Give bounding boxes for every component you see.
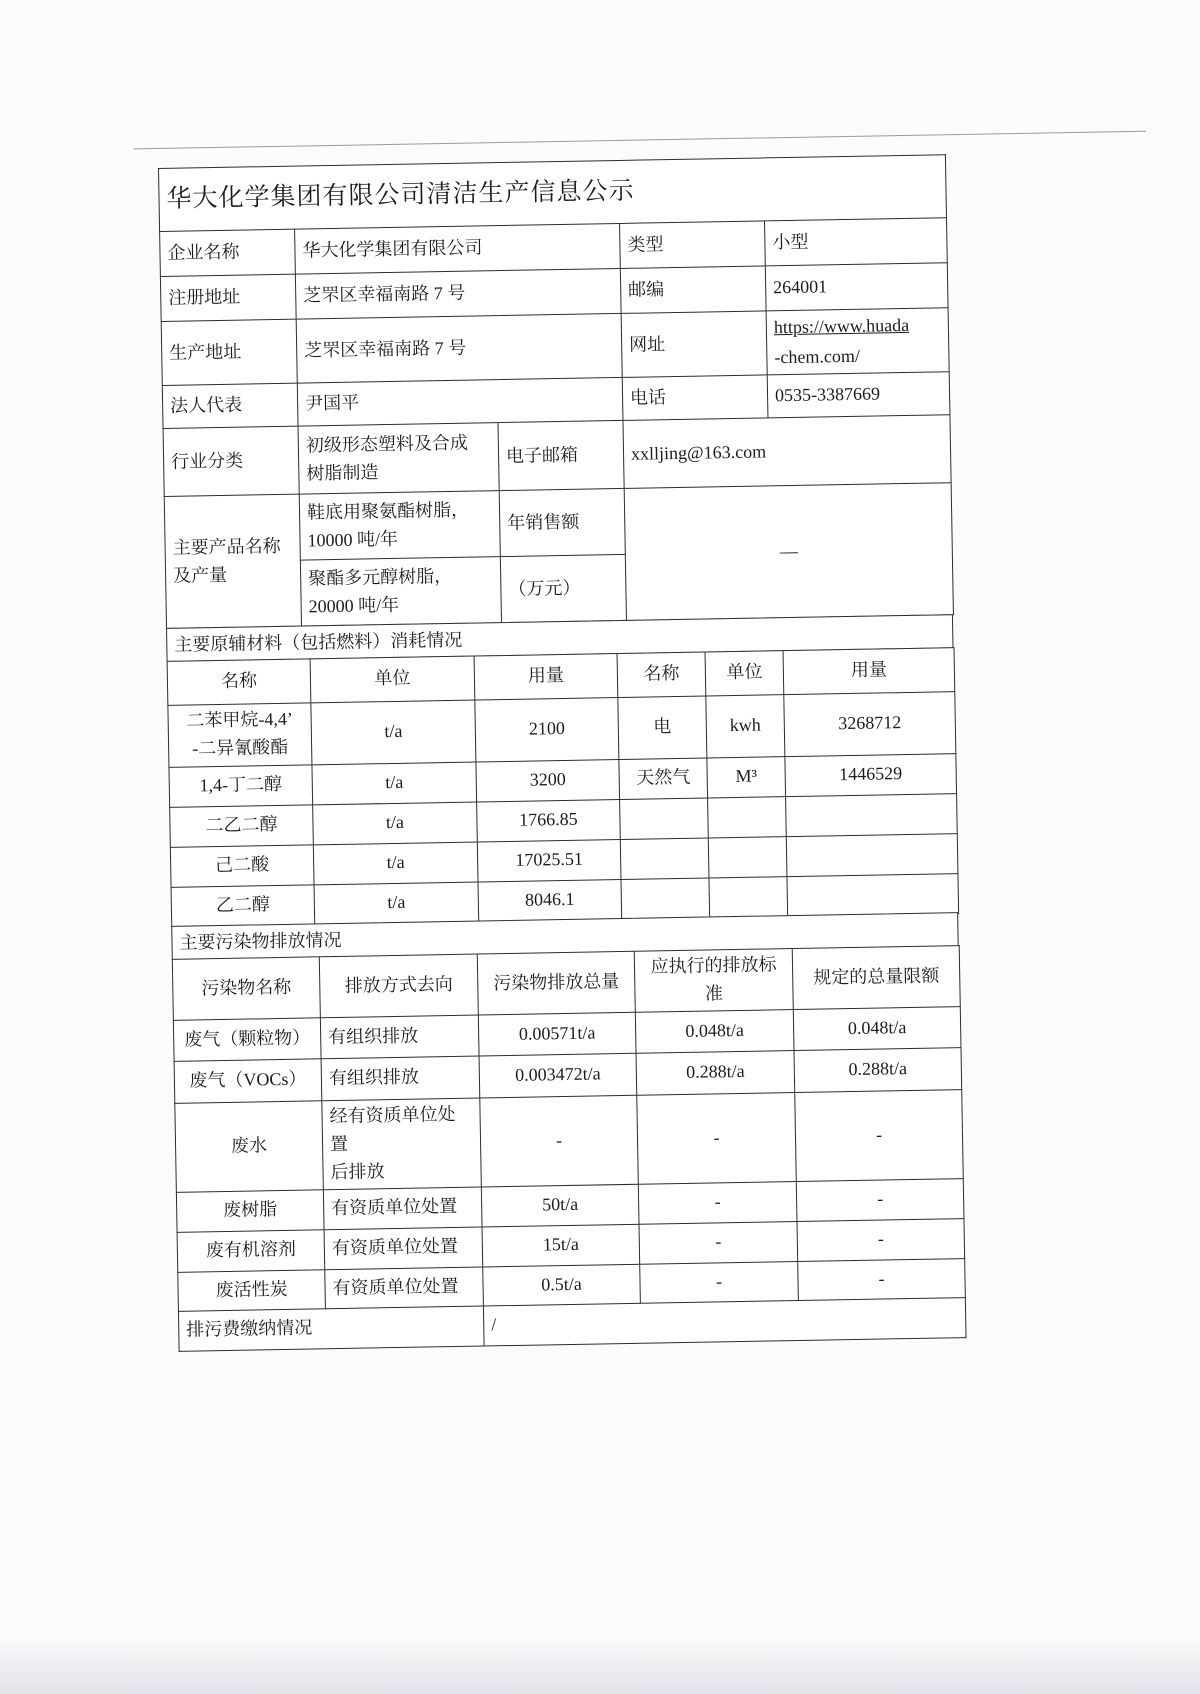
registered-address-value: 芝罘区幸福南路 7 号	[295, 268, 621, 319]
energy-unit: kwh	[706, 694, 785, 757]
pollutant-total: 50t/a	[481, 1184, 639, 1227]
production-address-value: 芝罘区幸福南路 7 号	[296, 313, 622, 383]
annual-sales-label-top: 年销售额	[499, 489, 625, 557]
pollutant-limit: -	[797, 1218, 965, 1261]
pollutant-limit: 0.288t/a	[794, 1048, 962, 1093]
material-name: 乙二醇	[171, 885, 315, 927]
pollution-header-method: 排放方式去向	[319, 954, 478, 1018]
legal-representative-label: 法人代表	[162, 383, 298, 428]
pollution-header-total: 污染物排放总量	[477, 951, 635, 1015]
material-name: 二苯甲烷-4,4’ -二异氰酸酯	[168, 703, 312, 767]
material-name: 二乙二醇	[170, 805, 314, 847]
pollutant-total: 15t/a	[482, 1224, 640, 1267]
pollutant-name: 废有机溶剂	[177, 1229, 325, 1272]
pollutant-limit: -	[796, 1178, 964, 1221]
pollutant-limit: -	[798, 1258, 966, 1300]
pollutant-name: 废水	[175, 1101, 324, 1192]
fee-payment-value: /	[483, 1297, 966, 1345]
pollutant-method: 有资质单位处置	[325, 1267, 484, 1309]
material-name: 1,4-丁二醇	[169, 765, 313, 807]
pollutant-standard: -	[639, 1221, 798, 1264]
material-amount: 1766.85	[477, 799, 621, 841]
pollutant-standard: -	[638, 1181, 797, 1224]
website-label: 网址	[621, 311, 767, 378]
company-info-table	[158, 154, 954, 629]
pollution-section-title: 主要污染物排放情况	[171, 912, 958, 960]
pollutant-method: 有资质单位处置	[323, 1187, 482, 1230]
pollutant-total: 0.003472t/a	[479, 1053, 637, 1098]
email-value: xxlljing@163.com	[623, 415, 951, 489]
production-address-label: 生产地址	[161, 319, 297, 386]
material-amount: 17025.51	[477, 839, 621, 881]
energy-name: 天然气	[619, 758, 708, 800]
pollutant-standard: 0.288t/a	[636, 1050, 795, 1095]
annual-sales-value: —	[624, 483, 953, 621]
postcode-label: 邮编	[620, 266, 766, 314]
type-label: 类型	[620, 221, 766, 269]
pollutant-method: 经有资质单位处置 后排放	[322, 1098, 482, 1189]
pollutant-standard: -	[637, 1092, 797, 1183]
pollutant-limit: -	[795, 1090, 964, 1182]
energy-name: 电	[618, 696, 707, 760]
materials-header-name-2: 名称	[617, 652, 706, 698]
product2-value: 聚酯多元醇树脂， 20000 吨/年	[300, 557, 501, 626]
pollution-header-limit: 规定的总量限额	[792, 946, 960, 1010]
registered-address-label: 注册地址	[160, 274, 296, 321]
materials-header-amount-2: 用量	[783, 647, 955, 694]
pollutant-total: 0.00571t/a	[478, 1012, 636, 1056]
scan-bottom-shadow	[0, 1636, 1200, 1694]
empty-cell	[786, 833, 958, 876]
type-value: 小型	[765, 218, 948, 266]
website-url-line1: https://www.huada	[773, 314, 910, 338]
material-unit: t/a	[313, 802, 478, 845]
phone-label: 电话	[622, 375, 768, 421]
empty-cell	[708, 796, 787, 837]
email-label: 电子邮箱	[498, 421, 624, 491]
materials-section-title: 主要原辅材料（包括燃料）消耗情况	[166, 614, 953, 662]
pollution-header-standard: 应执行的排放标准	[634, 949, 793, 1013]
pollutant-name: 废气（VOCs）	[174, 1059, 322, 1104]
pollutant-method: 有资质单位处置	[324, 1227, 483, 1270]
industry-classification-label: 行业分类	[163, 426, 299, 496]
materials-table	[167, 647, 960, 928]
products-label: 主要产品名称 及产量	[164, 494, 301, 628]
website-url-line2: -chem.com/	[774, 345, 861, 367]
material-unit: t/a	[311, 700, 476, 765]
empty-cell	[621, 878, 710, 920]
pollutant-name: 废气（颗粒物）	[173, 1018, 321, 1062]
energy-amount: 3268712	[784, 691, 956, 756]
material-amount: 3200	[476, 759, 620, 801]
empty-cell	[787, 873, 959, 916]
pollutant-name: 废树脂	[176, 1189, 324, 1232]
fee-payment-label: 排污费缴纳情况	[178, 1306, 484, 1351]
material-amount: 8046.1	[478, 879, 622, 921]
pollutant-method: 有组织排放	[321, 1056, 480, 1101]
scanned-document	[158, 154, 966, 1351]
material-unit: t/a	[314, 882, 479, 925]
pollutant-total: 0.5t/a	[483, 1264, 641, 1306]
postcode-value: 264001	[765, 263, 948, 311]
pollutant-standard: -	[640, 1261, 799, 1303]
enterprise-name-value: 华大化学集团有限公司	[295, 223, 621, 274]
scan-edge-artifact-line	[134, 131, 1146, 150]
material-amount: 2100	[475, 697, 619, 761]
empty-cell	[709, 876, 788, 917]
energy-unit: M³	[707, 756, 786, 797]
materials-header-name-1: 名称	[167, 659, 311, 705]
industry-classification-value: 初级形态塑料及合成 树脂制造	[298, 423, 499, 494]
pollutant-name: 废活性炭	[178, 1269, 326, 1311]
material-unit: t/a	[313, 842, 478, 885]
pollution-table	[172, 945, 967, 1351]
product1-value: 鞋底用聚氨酯树脂， 10000 吨/年	[299, 491, 500, 560]
pollutant-row	[175, 1090, 963, 1192]
empty-cell	[786, 793, 958, 836]
material-name: 己二酸	[170, 845, 314, 887]
empty-cell	[620, 798, 709, 840]
phone-value: 0535-3387669	[767, 372, 950, 418]
pollutant-method: 有组织排放	[320, 1015, 479, 1059]
empty-cell	[620, 838, 709, 880]
document-title: 华大化学集团有限公司清洁生产信息公示	[159, 155, 947, 232]
enterprise-name-label: 企业名称	[160, 229, 296, 276]
annual-sales-label-bottom: （万元）	[500, 555, 626, 623]
material-unit: t/a	[312, 762, 477, 805]
legal-representative-value: 尹国平	[297, 378, 623, 427]
website-value	[766, 308, 949, 376]
energy-amount: 1446529	[785, 753, 957, 796]
pollutant-limit: 0.048t/a	[793, 1007, 961, 1051]
pollutant-standard: 0.048t/a	[635, 1009, 794, 1053]
pollution-header-name: 污染物名称	[172, 957, 320, 1020]
empty-cell	[708, 836, 787, 877]
materials-header-unit-2: 单位	[705, 650, 784, 695]
materials-header-unit-1: 单位	[310, 656, 475, 703]
pollutant-total: -	[480, 1095, 639, 1186]
products-row-1	[164, 483, 952, 563]
materials-header-amount-1: 用量	[474, 653, 618, 699]
